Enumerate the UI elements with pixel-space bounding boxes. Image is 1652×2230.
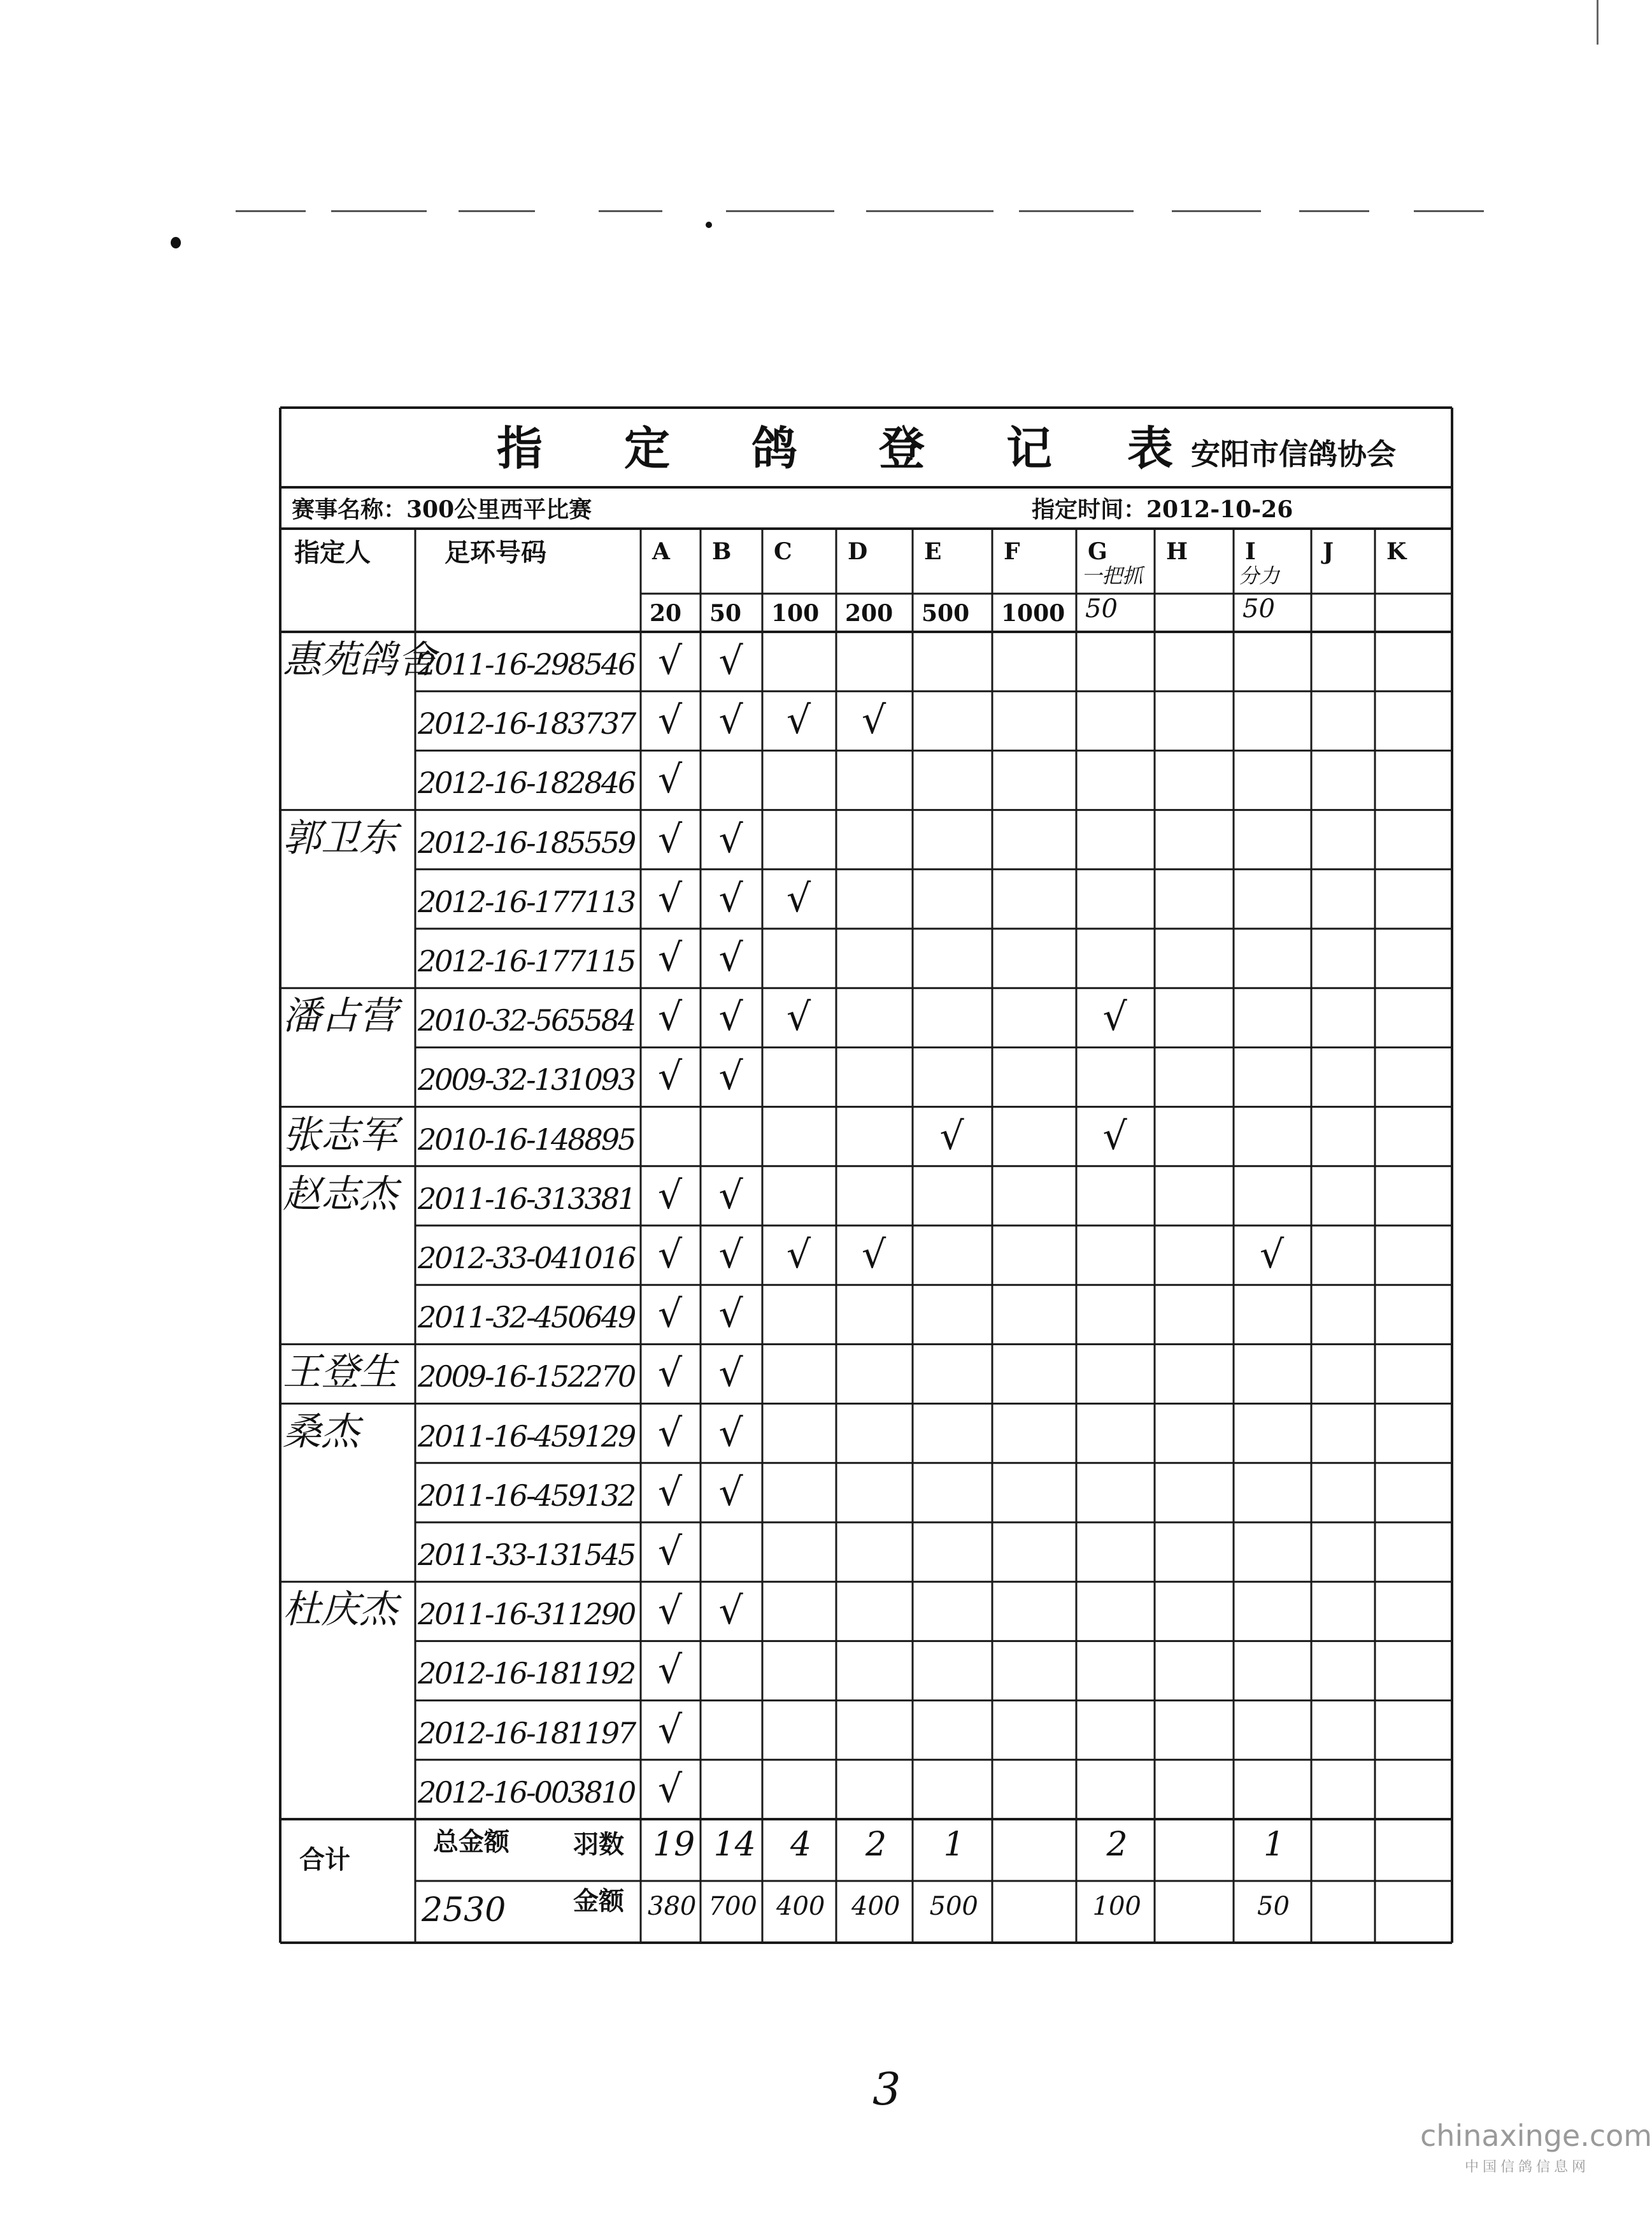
check-mark: √ — [787, 698, 811, 743]
count-value: 1 — [943, 1826, 965, 1864]
count-label: 羽数 — [573, 1829, 624, 1859]
column-price-d: 200 — [845, 600, 894, 627]
designator-name: 桑杰 — [283, 1409, 359, 1454]
check-mark: √ — [1260, 1233, 1285, 1277]
check-mark: √ — [658, 995, 683, 1040]
check-mark: √ — [658, 1351, 683, 1396]
check-mark: √ — [718, 639, 743, 683]
ring-number: 2012-16-182846 — [418, 766, 635, 801]
check-mark: √ — [658, 1766, 683, 1812]
check-mark: √ — [658, 1469, 683, 1515]
check-mark: √ — [658, 698, 683, 743]
check-mark: √ — [862, 1233, 887, 1277]
watermark-url: chinaxinge.com — [1420, 2119, 1652, 2153]
check-mark: √ — [939, 1113, 964, 1159]
amount-value: 400 — [851, 1892, 901, 1921]
count-value: 2 — [865, 1826, 887, 1864]
count-value: 2 — [1106, 1826, 1128, 1864]
ring-number: 2010-16-148895 — [418, 1122, 635, 1157]
ring-number: 2011-16-459132 — [418, 1478, 635, 1513]
ring-number: 2011-32-450649 — [418, 1300, 635, 1335]
ring-number: 2012-33-041016 — [418, 1241, 635, 1275]
designator-name: 赵志杰 — [283, 1171, 397, 1217]
designator-name: 王登生 — [283, 1350, 397, 1395]
column-letter-f: F — [1004, 538, 1020, 565]
check-mark: √ — [658, 1173, 683, 1218]
title-character: 鸽 — [751, 421, 798, 475]
ring-number: 2011-33-131545 — [418, 1538, 635, 1572]
registration-form — [280, 408, 1452, 1943]
column-price-b: 50 — [709, 600, 742, 627]
check-mark: √ — [718, 936, 743, 980]
amount-value: 400 — [776, 1892, 825, 1921]
ring-number: 2012-16-003810 — [418, 1775, 635, 1810]
ring-number: 2012-16-177113 — [418, 884, 635, 919]
ring-number: 2012-16-181197 — [418, 1715, 635, 1750]
check-mark: √ — [718, 817, 743, 862]
ring-number-header: 足环号码 — [445, 538, 546, 568]
scan-dash — [459, 210, 535, 212]
page-number: 3 — [872, 2063, 901, 2115]
title-character: 登 — [879, 421, 925, 475]
amount-value: 380 — [648, 1892, 697, 1921]
designator-name: 杜庆杰 — [283, 1587, 397, 1633]
ring-number: 2011-16-459129 — [418, 1419, 635, 1454]
scan-dash — [236, 210, 306, 212]
scan-dash — [1172, 210, 1261, 212]
column-note-i: 分力 — [1239, 564, 1280, 588]
count-value: 1 — [1264, 1826, 1285, 1864]
check-mark: √ — [718, 698, 743, 743]
column-letter-d: D — [848, 538, 868, 565]
scan-dash — [866, 210, 993, 212]
designation-date: 指定时间：2012-10-26 — [1032, 496, 1293, 523]
scan-speck — [706, 222, 712, 228]
check-mark: √ — [718, 1351, 743, 1396]
column-letter-b: B — [712, 538, 732, 565]
check-mark: √ — [787, 876, 811, 921]
check-mark: √ — [718, 1410, 743, 1455]
column-letter-j: J — [1323, 538, 1334, 565]
scan-dash — [599, 210, 662, 212]
amount-value: 500 — [929, 1892, 978, 1921]
count-value: 19 — [653, 1826, 695, 1864]
check-mark: √ — [718, 1292, 743, 1337]
check-mark: √ — [658, 757, 683, 803]
scan-dash — [726, 210, 834, 212]
check-mark: √ — [1102, 995, 1127, 1040]
check-mark: √ — [658, 1648, 683, 1693]
ring-number: 2012-16-177115 — [418, 944, 635, 978]
check-mark: √ — [658, 1292, 683, 1337]
column-letter-i: I — [1245, 538, 1256, 565]
column-letter-h: H — [1166, 538, 1188, 565]
ring-number: 2011-16-311290 — [418, 1597, 635, 1632]
ring-number: 2011-16-313381 — [418, 1181, 635, 1216]
total-amount-label: 总金额 — [433, 1827, 509, 1857]
designator-name: 潘占营 — [283, 994, 397, 1039]
column-letter-c: C — [774, 538, 792, 565]
ring-number: 2010-32-565584 — [418, 1003, 635, 1038]
scan-dash — [331, 210, 427, 212]
check-mark: √ — [718, 1173, 743, 1218]
check-mark: √ — [862, 698, 887, 743]
check-mark: √ — [658, 1589, 683, 1634]
amount-value: 100 — [1092, 1892, 1141, 1921]
check-mark: √ — [658, 1410, 683, 1455]
check-mark: √ — [718, 876, 743, 921]
column-note-g: 一把抓 — [1081, 564, 1143, 588]
check-mark: √ — [1102, 1113, 1127, 1159]
check-mark: √ — [658, 876, 683, 921]
check-mark: √ — [658, 1529, 683, 1574]
table-grid — [280, 408, 1452, 1943]
check-mark: √ — [718, 995, 743, 1040]
column-letter-a: A — [652, 538, 670, 565]
watermark-site-name: 中国信鸽信息网 — [1465, 2159, 1590, 2175]
amount-label: 金额 — [573, 1886, 624, 1916]
ring-number: 2012-16-185559 — [418, 825, 635, 860]
column-letter-e: E — [924, 538, 942, 565]
count-value: 4 — [790, 1826, 812, 1864]
designator-name: 张志军 — [283, 1112, 397, 1157]
title-character: 定 — [624, 421, 671, 475]
ring-number: 2012-16-183737 — [418, 706, 635, 741]
ring-number: 2009-32-131093 — [418, 1062, 635, 1097]
column-letter-k: K — [1386, 538, 1407, 565]
column-price-f: 1000 — [1001, 600, 1065, 627]
designator-name: 郭卫东 — [283, 815, 397, 861]
check-mark: √ — [658, 1707, 683, 1752]
column-price-g: 50 — [1085, 594, 1118, 624]
check-mark: √ — [658, 1233, 683, 1277]
check-mark: √ — [658, 1054, 683, 1099]
organization-name: 安阳市信鸽协会 — [1191, 437, 1396, 471]
check-mark: √ — [718, 1233, 743, 1277]
check-mark: √ — [658, 817, 683, 862]
check-mark: √ — [658, 639, 683, 683]
check-mark: √ — [718, 1469, 743, 1515]
event-name: 赛事名称：300公里西平比赛 — [292, 496, 592, 523]
designator-name: 惠苑鸽舍 — [283, 638, 436, 682]
amount-value: 50 — [1257, 1892, 1290, 1921]
column-price-i: 50 — [1243, 594, 1275, 624]
check-mark: √ — [718, 1589, 743, 1634]
designator-header: 指定人 — [294, 538, 371, 568]
title-character: 指 — [497, 421, 543, 475]
amount-value: 700 — [708, 1892, 757, 1921]
check-mark: √ — [787, 1233, 811, 1277]
check-mark: √ — [787, 995, 811, 1040]
scan-speck — [171, 237, 181, 248]
scan-dash — [1414, 210, 1484, 212]
column-letter-g: G — [1088, 538, 1107, 565]
column-price-e: 500 — [922, 600, 970, 627]
check-mark: √ — [718, 1054, 743, 1099]
total-amount-value: 2530 — [422, 1891, 506, 1929]
scan-dash — [1019, 210, 1134, 212]
ring-number: 2012-16-181192 — [418, 1656, 635, 1691]
title-character: 表 — [1127, 421, 1174, 475]
ring-number: 2009-16-152270 — [418, 1359, 635, 1394]
column-price-c: 100 — [771, 600, 820, 627]
scan-dash — [1299, 210, 1369, 212]
totals-label: 合计 — [299, 1845, 350, 1875]
ring-number: 2011-16-298546 — [418, 647, 635, 682]
count-value: 14 — [713, 1826, 756, 1864]
check-mark: √ — [658, 936, 683, 980]
column-price-a: 20 — [650, 600, 682, 627]
scan-edge-mark — [1597, 0, 1599, 45]
title-character: 记 — [1006, 421, 1053, 475]
